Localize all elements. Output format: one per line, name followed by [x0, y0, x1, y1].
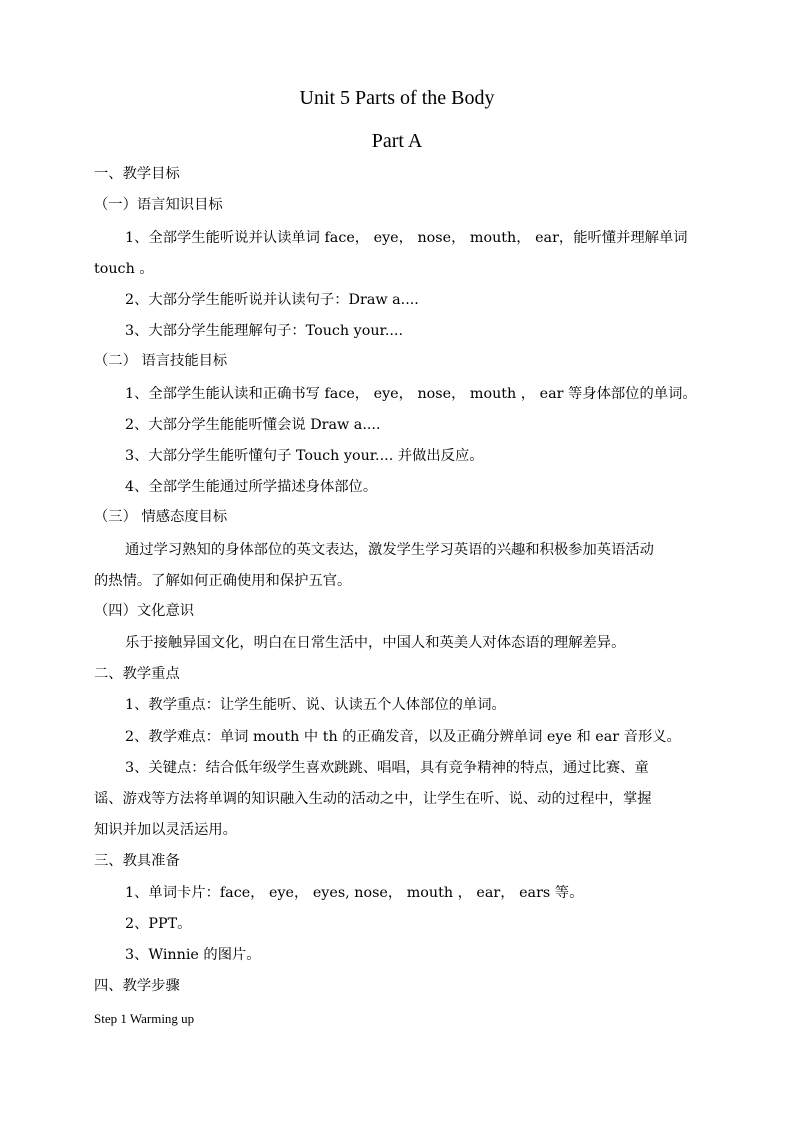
paragraph-line: 1、单词卡片：face， eye， eyes, nose， mouth ， ear， ears 等。	[125, 885, 584, 901]
paragraph-line: 通过学习熟知的身体部位的英文表达，激发学生学习英语的兴趣和积极参加英语活动	[125, 542, 654, 558]
paragraph-line: 乐于接触异国文化，明白在日常生活中，中国人和英美人对体态语的理解差异。	[125, 635, 626, 651]
section-heading-3: 三、教具准备	[94, 853, 180, 869]
paragraph-line: 3、关键点：结合低年级学生喜欢跳跳、唱唱，具有竞争精神的特点，通过比赛、童	[125, 760, 649, 776]
paragraph-line: 4、全部学生能通过所学描述身体部位。	[125, 479, 378, 495]
paragraph-line: 知识并加以灵活运用。	[94, 822, 237, 838]
paragraph-line: 3、大部分学生能理解句子：Touch your....	[125, 323, 403, 339]
step-heading: Step 1 Warming up	[94, 1011, 195, 1026]
subsection-heading: （一）语言知识目标	[94, 197, 223, 213]
paragraph-line: 1、全部学生能听说并认读单词 face， eye， nose， mouth， ear，能听懂并理解单词	[125, 230, 688, 246]
paragraph-line: 谣、游戏等方法将单调的知识融入生动的活动之中，让学生在听、说、动的过程中，掌握	[94, 791, 652, 807]
section-heading-1: 一、教学目标	[94, 166, 180, 182]
subsection-heading: （三） 情感态度目标	[94, 509, 228, 525]
paragraph-line: 1、教学重点：让学生能听、说、认读五个人体部位的单词。	[125, 697, 506, 713]
paragraph-line: 3、大部分学生能听懂句子 Touch your.... 并做出反应。	[125, 448, 484, 464]
section-heading-4: 四、教学步骤	[94, 978, 180, 994]
paragraph-line: 2、大部分学生能能听懂会说 Draw a....	[125, 417, 381, 433]
paragraph-line: 3、Winnie 的图片。	[125, 947, 261, 963]
paragraph-line: 2、大部分学生能听说并认读句子：Draw a....	[125, 292, 419, 308]
paragraph-line: 2、PPT。	[125, 916, 192, 932]
paragraph-line: 1、全部学生能认读和正确书写 face， eye， nose， mouth ， ear 等身体部位的单词。	[125, 386, 697, 402]
document-subtitle: Part A	[371, 130, 423, 152]
paragraph-line: 2、教学难点：单词 mouth 中 th 的正确发音，以及正确分辨单词 eye 和 ear 音形义。	[125, 729, 681, 745]
section-heading-2: 二、教学重点	[94, 666, 180, 682]
subsection-heading: （二） 语言技能目标	[94, 353, 228, 369]
subsection-heading: （四）文化意识	[94, 603, 195, 619]
paragraph-line: touch 。	[94, 261, 154, 277]
document-title: Unit 5 Parts of the Body	[299, 87, 495, 109]
paragraph-line: 的热情。了解如何正确使用和保护五官。	[94, 573, 352, 589]
